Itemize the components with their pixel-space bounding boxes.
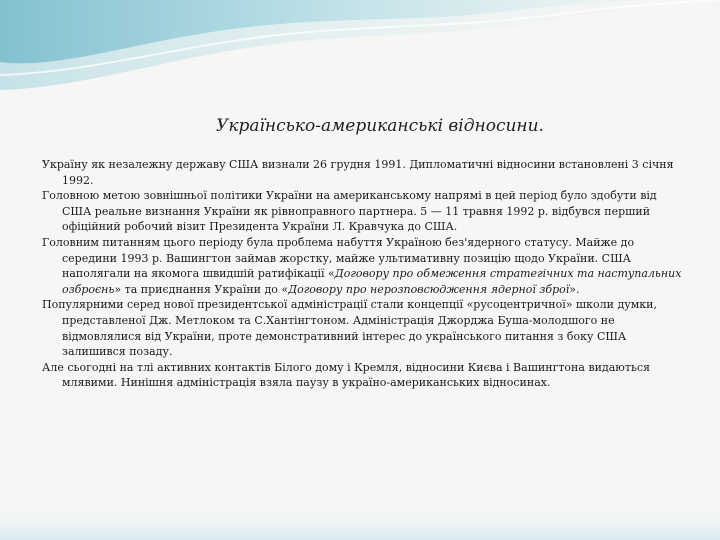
paragraph-text: Головним питанням цього періоду була проблема набуття Україною без'ядерного статусу. Майже до середини 1993 р. Вашингтон займав жорстку, майже ультимативну позицію щодо України. США наполягали на якомога швидшій ратифікації « <box>42 235 635 281</box>
paragraph-administration-concepts <box>42 297 682 359</box>
paragraph-recognition <box>42 157 682 188</box>
paragraph-text: Україну як незалежну державу США визнали 26 грудня 1991. Дипломатичні відносини встановлені 3 січня 1992. <box>42 158 674 187</box>
paragraph-text: Головною метою зовнішньої політики України на американському напрямі в цей період було здобути від США реальне визнання України як рівноправного партнера. 5 — 11 травня 1992 р. відбувся перший офіційний робочий візит Президента України Л. Кравчука до США. <box>42 189 657 234</box>
paragraph-text: Популярними серед нової президентської адміністрації стали концепції «русоцентричної» школи думки, представленої Дж. Метлоком та С.Хантінгтоном. Адміністрація Джорджа Буша-молодшого не відмовлялися від України, проте демонстративний інтерес до українського питання з боку США залишився позаду. <box>42 298 657 359</box>
slide-body <box>42 157 682 391</box>
paragraph-current-relations <box>42 360 682 391</box>
treaty-npt-name: Договору про нерозповсюдження ядерної зброї <box>288 282 570 296</box>
paragraph-text: Але сьогодні на тлі активних контактів Білого дому і Кремля, відносини Києва і Вашингтона видаються млявими. Нинішня адміністрація взяла паузу в україно-американських відносинах. <box>42 360 651 390</box>
paragraph-text: » та приєднання України до « <box>114 282 289 296</box>
paragraph-text: ». <box>569 282 580 296</box>
slide-title: Українсько-американські відносини. <box>216 116 544 136</box>
paragraph-foreign-policy-goal <box>42 188 682 235</box>
paragraph-nuclear-status <box>42 235 682 297</box>
treaty-start-name: Договору про обмеження стратегічних та наступальних озброєнь <box>62 267 682 296</box>
